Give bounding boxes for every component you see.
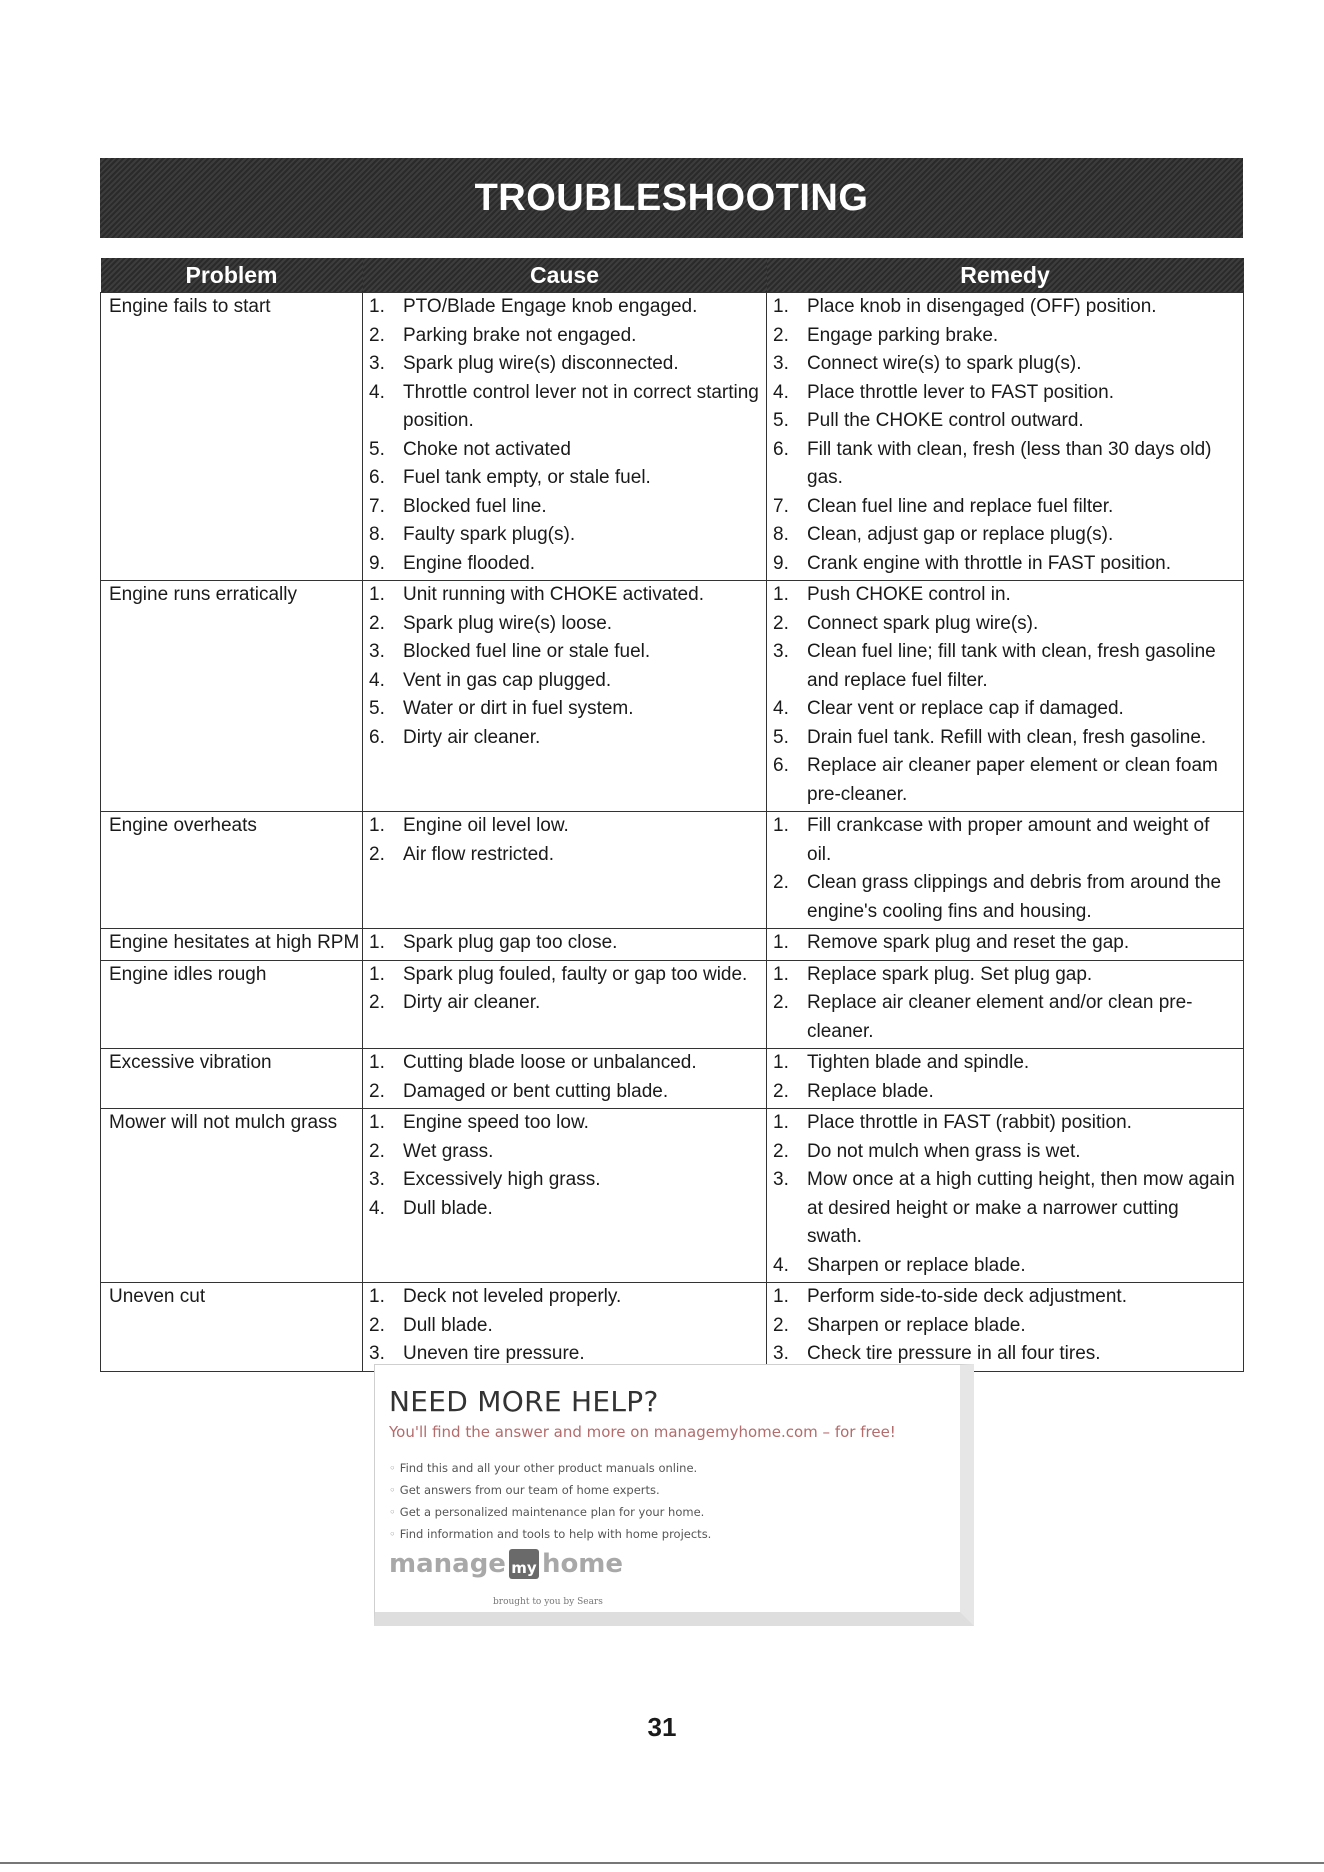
help-list-item [389, 1479, 711, 1501]
item-text: Connect spark plug wire(s). [807, 612, 1039, 634]
item-number: 3. [369, 1343, 385, 1364]
cause-cell [363, 812, 767, 929]
item-text: Cutting blade loose or unbalanced. [403, 1052, 697, 1073]
item-number: 9. [773, 552, 789, 574]
remedy-item [773, 869, 1243, 926]
item-text: Clear vent or replace cap if damaged. [807, 698, 1124, 719]
item-text: Check tire pressure in all four tires. [807, 1343, 1101, 1364]
cause-item [369, 1078, 766, 1107]
remedy-item [773, 350, 1243, 379]
item-text: Sharpen or replace blade. [807, 1254, 1026, 1276]
cause-item [369, 493, 766, 522]
item-number: 3. [369, 353, 385, 374]
cause-item [369, 1283, 766, 1312]
item-number: 1. [369, 932, 385, 953]
item-text: Do not mulch when grass is wet. [807, 1140, 1081, 1162]
item-text: Pull the CHOKE control outward. [807, 410, 1084, 431]
page-number: 31 [647, 1712, 677, 1742]
item-number: 1. [369, 1112, 385, 1133]
remedy-item [773, 1138, 1243, 1167]
problem-cell: Mower will not mulch grass [101, 1109, 363, 1283]
help-bullet-text: Find this and all your other product manuals online. [399, 1461, 698, 1475]
managemyhome-logo [389, 1549, 623, 1579]
help-list [389, 1457, 711, 1545]
item-number: 8. [369, 524, 385, 545]
cause-item [369, 695, 766, 724]
item-text: Place knob in disengaged (OFF) position. [807, 296, 1157, 317]
remedy-cell [767, 1049, 1244, 1109]
remedy-item [773, 1283, 1243, 1312]
help-list-item [389, 1501, 711, 1523]
item-number: 2. [773, 1140, 789, 1162]
item-number: 2. [773, 324, 789, 346]
cause-item [369, 581, 766, 610]
item-text: Sharpen or replace blade. [807, 1314, 1026, 1336]
cause-item [369, 610, 766, 639]
item-number: 1. [773, 1112, 789, 1133]
problem-cell: Engine hesitates at high RPM [101, 929, 363, 961]
item-text: Unit running with CHOKE activated. [403, 584, 704, 605]
table-row [101, 929, 1244, 961]
remedy-item [773, 293, 1243, 322]
item-number: 6. [773, 755, 789, 776]
cause-item [369, 550, 766, 579]
remedy-cell [767, 293, 1244, 581]
item-text: Choke not activated [403, 438, 571, 460]
header-cause: Cause [363, 258, 767, 293]
item-number: 3. [369, 641, 385, 662]
cause-item [369, 521, 766, 550]
table-header-row [101, 258, 1244, 293]
bullet-icon: ◦ [389, 1461, 396, 1475]
item-number: 8. [773, 524, 789, 545]
item-number: 1. [773, 1052, 789, 1073]
item-number: 2. [369, 1080, 385, 1102]
remedy-item [773, 638, 1243, 695]
item-number: 2. [773, 992, 789, 1013]
item-text: Remove spark plug and reset the gap. [807, 932, 1130, 953]
item-number: 1. [773, 1286, 789, 1307]
cause-item [369, 350, 766, 379]
item-number: 2. [369, 1314, 385, 1336]
item-text: Damaged or bent cutting blade. [403, 1080, 669, 1102]
header-remedy: Remedy [767, 258, 1244, 293]
table-row [101, 1049, 1244, 1109]
remedy-cell [767, 960, 1244, 1049]
help-bullet-text: Get answers from our team of home experts. [399, 1483, 660, 1497]
cause-item [369, 724, 766, 753]
item-text: Water or dirt in fuel system. [403, 698, 634, 719]
item-text: PTO/Blade Engage knob engaged. [403, 296, 698, 317]
bottom-rule [0, 1862, 1324, 1864]
item-number: 5. [369, 438, 385, 460]
remedy-item [773, 812, 1243, 869]
item-text: Dull blade. [403, 1314, 493, 1336]
item-text: Place throttle in FAST (rabbit) position. [807, 1112, 1132, 1133]
item-text: Excessively high grass. [403, 1169, 601, 1190]
problem-cell: Excessive vibration [101, 1049, 363, 1109]
remedy-cell [767, 929, 1244, 961]
item-number: 3. [773, 641, 789, 662]
table-row [101, 812, 1244, 929]
table-row [101, 1283, 1244, 1372]
remedy-item [773, 1078, 1243, 1107]
cause-item [369, 841, 766, 870]
remedy-item [773, 581, 1243, 610]
item-text: Perform side-to-side deck adjustment. [807, 1286, 1127, 1307]
item-text: Engine flooded. [403, 552, 536, 574]
item-text: Spark plug fouled, faulty or gap too wide. [403, 963, 748, 985]
remedy-cell [767, 581, 1244, 812]
item-text: Wet grass. [403, 1140, 494, 1162]
title-bar [100, 158, 1243, 238]
remedy-item [773, 752, 1243, 809]
cause-item [369, 989, 766, 1018]
brought-by-sears: brought to you by Sears [493, 1597, 603, 1607]
problem-cell: Engine runs erratically [101, 581, 363, 812]
cause-item [369, 464, 766, 493]
item-number: 1. [369, 296, 385, 317]
remedy-item [773, 1049, 1243, 1078]
table-row [101, 1109, 1244, 1283]
bullet-icon: ◦ [389, 1527, 396, 1541]
item-number: 1. [773, 815, 789, 836]
item-number: 5. [773, 726, 789, 748]
item-number: 2. [773, 612, 789, 634]
item-text: Vent in gas cap plugged. [403, 669, 612, 691]
item-text: Drain fuel tank. Refill with clean, fresh gasoline. [807, 726, 1207, 748]
item-number: 4. [369, 381, 385, 403]
cause-item [369, 638, 766, 667]
cause-item [369, 1138, 766, 1167]
item-text: Clean grass clippings and debris from around the engine's cooling fins and housing. [807, 872, 1222, 922]
item-text: Place throttle lever to FAST position. [807, 381, 1114, 403]
item-number: 3. [773, 1343, 789, 1364]
item-number: 1. [773, 296, 789, 317]
cause-cell [363, 1049, 767, 1109]
cause-item [369, 1312, 766, 1341]
item-text: Dirty air cleaner. [403, 726, 541, 748]
cause-item [369, 1049, 766, 1078]
item-text: Dirty air cleaner. [403, 992, 541, 1013]
item-text: Replace air cleaner paper element or clean foam pre-cleaner. [807, 755, 1218, 805]
help-bullet-text: Get a personalized maintenance plan for your home. [399, 1505, 705, 1519]
item-number: 2. [773, 1314, 789, 1336]
troubleshooting-table [100, 258, 1244, 1372]
item-number: 7. [773, 495, 789, 517]
item-text: Clean, adjust gap or replace plug(s). [807, 524, 1114, 545]
item-text: Mow once at a high cutting height, then mow again at desired height or make a narrower cutting swath. [807, 1169, 1235, 1247]
item-number: 9. [369, 552, 385, 574]
item-number: 3. [773, 1169, 789, 1190]
bullet-icon: ◦ [389, 1483, 396, 1497]
item-number: 4. [369, 1197, 385, 1219]
item-number: 2. [369, 992, 385, 1013]
remedy-item [773, 610, 1243, 639]
item-number: 1. [773, 963, 789, 985]
logo-my-box-icon [509, 1549, 539, 1579]
item-number: 3. [369, 1169, 385, 1190]
item-number: 2. [369, 843, 385, 865]
item-text: Dull blade. [403, 1197, 493, 1219]
item-text: Throttle control lever not in correct starting position. [403, 381, 759, 431]
cause-item [369, 436, 766, 465]
remedy-item [773, 1166, 1243, 1252]
table-row [101, 581, 1244, 812]
help-bullet-text: Find information and tools to help with home projects. [399, 1527, 712, 1541]
remedy-item [773, 521, 1243, 550]
item-text: Blocked fuel line or stale fuel. [403, 641, 651, 662]
item-text: Clean fuel line; fill tank with clean, fresh gasoline and replace fuel filter. [807, 641, 1216, 691]
need-more-help-box [374, 1364, 974, 1626]
problem-cell: Engine overheats [101, 812, 363, 929]
item-text: Replace air cleaner element and/or clean pre-cleaner. [807, 992, 1193, 1042]
remedy-item [773, 322, 1243, 351]
remedy-item [773, 436, 1243, 493]
cause-cell [363, 1109, 767, 1283]
item-number: 4. [773, 698, 789, 719]
item-number: 5. [369, 698, 385, 719]
remedy-item [773, 379, 1243, 408]
help-list-item [389, 1523, 711, 1545]
item-number: 1. [369, 815, 385, 836]
remedy-item [773, 961, 1243, 990]
item-number: 4. [773, 1254, 789, 1276]
cause-item [369, 1166, 766, 1195]
cause-item [369, 929, 766, 958]
help-list-item [389, 1457, 711, 1479]
cause-cell [363, 581, 767, 812]
logo-text-right: home [541, 1549, 624, 1579]
cause-item [369, 961, 766, 990]
item-number: 4. [773, 381, 789, 403]
item-number: 1. [369, 584, 385, 605]
item-number: 4. [369, 669, 385, 691]
logo-box-text: my [511, 1559, 537, 1577]
item-text: Uneven tire pressure. [403, 1343, 585, 1364]
cause-item [369, 1195, 766, 1224]
item-number: 5. [773, 410, 789, 431]
remedy-item [773, 1109, 1243, 1138]
cause-cell [363, 960, 767, 1049]
table-row [101, 960, 1244, 1049]
item-number: 2. [773, 872, 789, 893]
item-number: 1. [369, 963, 385, 985]
help-subtitle: You'll find the answer and more on managemyhome.com – for free! [389, 1423, 896, 1441]
remedy-item [773, 493, 1243, 522]
remedy-item [773, 550, 1243, 579]
item-text: Crank engine with throttle in FAST position. [807, 552, 1172, 574]
problem-cell: Uneven cut [101, 1283, 363, 1372]
item-text: Engine oil level low. [403, 815, 569, 836]
problem-cell: Engine fails to start [101, 293, 363, 581]
item-number: 1. [369, 1286, 385, 1307]
item-text: Fill tank with clean, fresh (less than 30 days old) gas. [807, 438, 1212, 488]
header-problem: Problem [101, 258, 363, 293]
remedy-cell [767, 812, 1244, 929]
item-text: Blocked fuel line. [403, 495, 547, 517]
item-number: 7. [369, 495, 385, 517]
item-text: Replace blade. [807, 1080, 934, 1102]
cause-cell [363, 1283, 767, 1372]
item-number: 2. [369, 1140, 385, 1162]
cause-item [369, 379, 766, 436]
item-text: Engine speed too low. [403, 1112, 589, 1133]
item-text: Replace spark plug. Set plug gap. [807, 963, 1093, 985]
cause-item [369, 1109, 766, 1138]
cause-cell [363, 929, 767, 961]
table-body [101, 293, 1244, 1372]
remedy-cell [767, 1109, 1244, 1283]
item-text: Spark plug gap too close. [403, 932, 618, 953]
remedy-cell [767, 1283, 1244, 1372]
item-text: Deck not leveled properly. [403, 1286, 622, 1307]
item-text: Spark plug wire(s) loose. [403, 612, 613, 634]
cause-item [369, 812, 766, 841]
item-number: 2. [369, 324, 385, 346]
cause-item [369, 322, 766, 351]
item-text: Air flow restricted. [403, 843, 554, 865]
item-text: Fill crankcase with proper amount and weight of oil. [807, 815, 1210, 865]
remedy-item [773, 929, 1243, 958]
cause-item [369, 667, 766, 696]
cause-item [369, 293, 766, 322]
bullet-icon: ◦ [389, 1505, 396, 1519]
item-number: 1. [773, 584, 789, 605]
item-text: Engage parking brake. [807, 324, 999, 346]
help-title: NEED MORE HELP? [389, 1385, 659, 1418]
remedy-item [773, 989, 1243, 1046]
remedy-item [773, 695, 1243, 724]
item-text: Connect wire(s) to spark plug(s). [807, 353, 1082, 374]
remedy-item [773, 1312, 1243, 1341]
item-text: Tighten blade and spindle. [807, 1052, 1030, 1073]
item-number: 3. [773, 353, 789, 374]
item-number: 2. [369, 612, 385, 634]
table-row [101, 293, 1244, 581]
page-title: TROUBLESHOOTING [474, 176, 869, 219]
remedy-item [773, 1252, 1243, 1281]
item-text: Spark plug wire(s) disconnected. [403, 353, 679, 374]
logo-text-left: manage [389, 1549, 506, 1579]
item-text: Parking brake not engaged. [403, 324, 637, 346]
item-number: 1. [773, 932, 789, 953]
remedy-item [773, 724, 1243, 753]
item-text: Fuel tank empty, or stale fuel. [403, 467, 651, 488]
remedy-item [773, 407, 1243, 436]
item-number: 2. [773, 1080, 789, 1102]
item-number: 6. [369, 467, 385, 488]
item-text: Clean fuel line and replace fuel filter. [807, 495, 1114, 517]
item-number: 6. [773, 438, 789, 460]
item-number: 6. [369, 726, 385, 748]
cause-cell [363, 293, 767, 581]
item-number: 1. [369, 1052, 385, 1073]
problem-cell: Engine idles rough [101, 960, 363, 1049]
item-text: Faulty spark plug(s). [403, 524, 576, 545]
item-text: Push CHOKE control in. [807, 584, 1011, 605]
